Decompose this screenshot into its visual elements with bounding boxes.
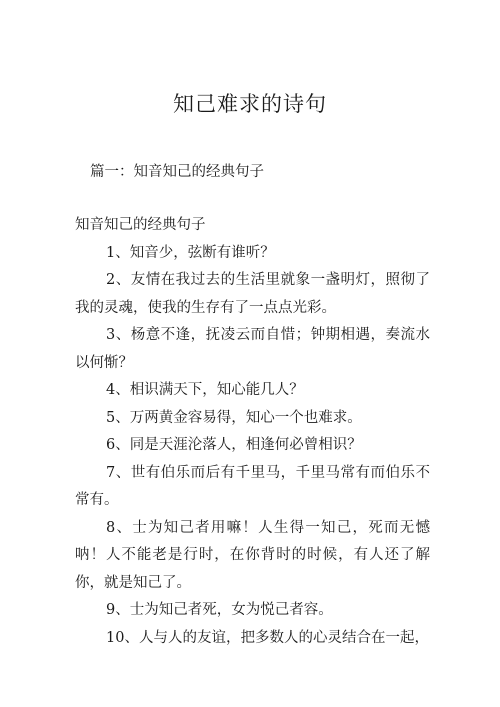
paragraph-1: 1、知音少，弦断有谁听？ — [106, 244, 275, 261]
paragraph-9: 9、士为知己者死，女为悦己者容。 — [106, 602, 333, 618]
paragraph-6: 6、同是天涯沦落人，相逢何必曾相识？ — [106, 437, 362, 453]
paragraph-8: 8、士为知己者用嘛！人生得一知己，死而无憾呐！人不能老是行时，在你背时的时候，有人还了解你，就是知己了。 — [75, 519, 430, 591]
paragraph-3: 3、杨意不逢，抚凌云而自惜；钟期相遇，奏流水以何惭？ — [75, 327, 430, 371]
section-heading: 篇一：知音知己的经典句子 — [90, 164, 264, 180]
paragraph-2: 2、友情在我过去的生活里就象一盏明灯，照彻了我的灵魂，使我的生存有了一点点光彩。 — [75, 272, 430, 316]
paragraph-7: 7、世有伯乐而后有千里马，千里马常有而伯乐不常有。 — [75, 464, 430, 508]
subheading: 知音知己的经典句子 — [75, 217, 206, 233]
document-body — [75, 212, 430, 652]
paragraph-4: 4、相识满天下，知心能几人？ — [106, 382, 304, 398]
paragraph-5: 5、万两黄金容易得，知心一个也难求。 — [106, 409, 362, 426]
page-title: 知己难求的诗句 — [173, 92, 327, 116]
paragraph-10: 10、人与人的友谊，把多数人的心灵结合在一起， — [106, 629, 429, 646]
